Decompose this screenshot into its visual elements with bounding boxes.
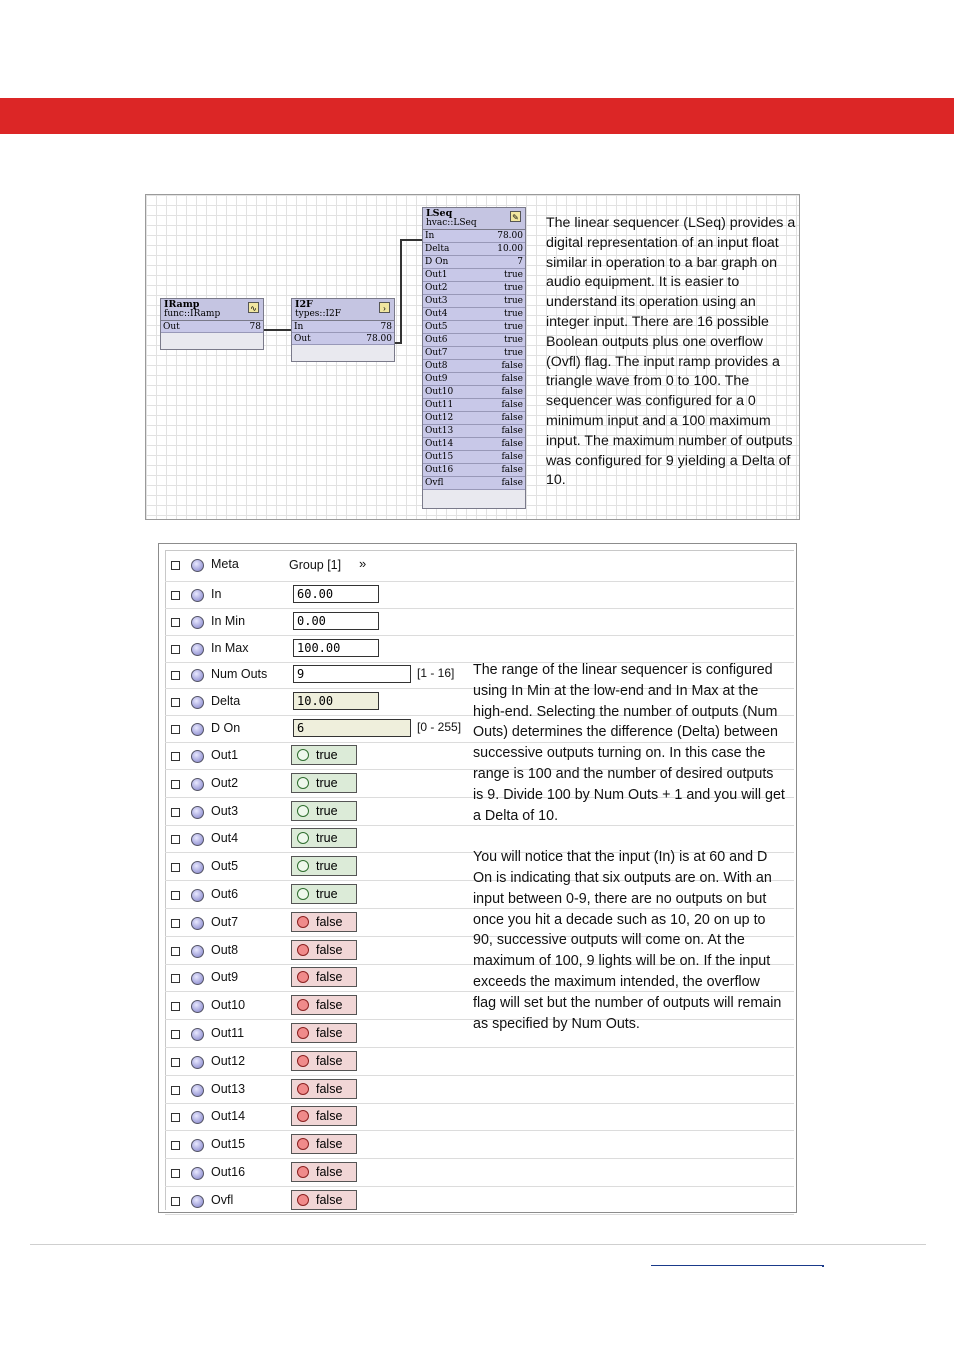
lseq-slot-out11[interactable] bbox=[423, 399, 525, 412]
iramp-name: IRamp bbox=[164, 299, 200, 310]
slot-value: 10.00 bbox=[497, 244, 523, 255]
slot-status-icon bbox=[191, 1195, 204, 1208]
out1-value[interactable] bbox=[291, 745, 357, 765]
slot-value: 78 bbox=[249, 322, 261, 333]
false-status-icon bbox=[297, 1110, 309, 1122]
false-status-icon bbox=[297, 1166, 309, 1178]
slot-label: Out13 bbox=[425, 426, 454, 437]
slot-label: Out16 bbox=[425, 465, 454, 476]
out7-value[interactable] bbox=[291, 912, 357, 932]
lseq-slot-out9[interactable] bbox=[423, 373, 525, 386]
out14-value[interactable] bbox=[291, 1106, 357, 1126]
prop-row-out16 bbox=[165, 1159, 794, 1187]
slot-status-icon bbox=[191, 917, 204, 930]
slot-value: 78.00 bbox=[497, 231, 523, 242]
prop-label: Out4 bbox=[211, 831, 239, 845]
prop-label: D On bbox=[211, 721, 241, 735]
slot-label: In bbox=[425, 231, 435, 242]
footer-link-underline[interactable] bbox=[651, 1265, 823, 1266]
wire-i2f-lseq-h2 bbox=[400, 239, 422, 241]
expand-icon[interactable]: » bbox=[359, 556, 367, 571]
wire-iramp-i2f bbox=[264, 329, 291, 331]
bool-label: true bbox=[316, 804, 338, 818]
row-checkbox[interactable] bbox=[171, 645, 180, 654]
out12-value[interactable] bbox=[291, 1051, 357, 1071]
false-status-icon bbox=[297, 1055, 309, 1067]
slot-label: Out11 bbox=[425, 400, 454, 411]
row-checkbox[interactable] bbox=[171, 891, 180, 900]
iramp-block[interactable] bbox=[160, 298, 264, 350]
row-checkbox[interactable] bbox=[171, 1141, 180, 1150]
num-outs-field[interactable]: 9 bbox=[293, 665, 411, 683]
slot-value: 78.00 bbox=[366, 334, 392, 345]
true-status-icon bbox=[297, 888, 309, 900]
row-checkbox[interactable] bbox=[171, 1002, 180, 1011]
slot-status-icon bbox=[191, 1000, 204, 1013]
out2-value[interactable] bbox=[291, 773, 357, 793]
bool-label: false bbox=[316, 1054, 343, 1068]
bool-label: false bbox=[316, 1109, 343, 1123]
out9-value[interactable] bbox=[291, 967, 357, 987]
i2f-block[interactable] bbox=[291, 298, 395, 362]
prop-label: Delta bbox=[211, 694, 241, 708]
prop-label: Out1 bbox=[211, 748, 239, 762]
out15-value[interactable] bbox=[291, 1134, 357, 1154]
true-status-icon bbox=[297, 749, 309, 761]
slot-label: Out14 bbox=[425, 439, 454, 450]
slot-value: false bbox=[501, 439, 523, 450]
row-checkbox[interactable] bbox=[171, 947, 180, 956]
lseq-slot-out5[interactable] bbox=[423, 321, 525, 334]
propsheet-explanation bbox=[473, 660, 785, 1034]
false-status-icon bbox=[297, 1194, 309, 1206]
slot-value: false bbox=[501, 400, 523, 411]
prop-label: Out12 bbox=[211, 1054, 246, 1068]
slot-status-icon bbox=[191, 972, 204, 985]
true-status-icon bbox=[297, 860, 309, 872]
slot-value: false bbox=[501, 426, 523, 437]
lseq-name: LSeq bbox=[426, 208, 453, 219]
prop-label: In bbox=[211, 587, 222, 601]
i2f-slot-out[interactable] bbox=[292, 333, 394, 345]
footer-link-dot bbox=[822, 1265, 824, 1267]
lseq-slot-in[interactable] bbox=[423, 230, 525, 243]
slot-label: Out9 bbox=[425, 374, 448, 385]
prop-label: Out3 bbox=[211, 804, 239, 818]
prop-row-ovfl bbox=[165, 1187, 794, 1215]
row-checkbox[interactable] bbox=[171, 1169, 180, 1178]
row-checkbox[interactable] bbox=[171, 863, 180, 872]
slot-value: true bbox=[503, 348, 523, 359]
prop-label: Out2 bbox=[211, 776, 239, 790]
out4-value[interactable] bbox=[291, 828, 357, 848]
prop-row-in-min bbox=[165, 608, 794, 636]
false-status-icon bbox=[297, 1027, 309, 1039]
wave-icon: ∿ bbox=[248, 302, 259, 313]
range-hint: [1 - 16] bbox=[417, 666, 455, 680]
prop-row-out12 bbox=[165, 1048, 794, 1076]
out6-value[interactable] bbox=[291, 884, 357, 904]
bool-label: true bbox=[316, 748, 338, 762]
in-max-field[interactable]: 100.00 bbox=[293, 639, 379, 657]
prop-label: Out5 bbox=[211, 859, 239, 873]
lseq-description: The linear sequencer (LSeq) provides a digital representation of an input float similar in operation to a bar graph on audio equipment. It is easier to understand its operation using an integer input. There are 16 possible Boolean outputs plus one overflow (Ovfl) flag. The input ramp provides a triangle wave from 0 to 100. The sequencer was configured for a 0 minimum input and a 100 maximum input. The maximum number of outputs was configured for 9 yielding a Delta of 10. bbox=[546, 215, 796, 489]
out10-value[interactable] bbox=[291, 995, 357, 1015]
row-checkbox[interactable] bbox=[171, 752, 180, 761]
prop-label: Out9 bbox=[211, 970, 239, 984]
bool-label: false bbox=[316, 1165, 343, 1179]
row-checkbox[interactable] bbox=[171, 618, 180, 627]
lseq-slot-out14[interactable] bbox=[423, 438, 525, 451]
prop-row-in-max bbox=[165, 635, 794, 663]
prop-row-out13 bbox=[165, 1076, 794, 1104]
row-checkbox[interactable] bbox=[171, 1058, 180, 1067]
prop-row-in bbox=[165, 581, 794, 609]
bool-label: false bbox=[316, 1137, 343, 1151]
false-status-icon bbox=[297, 1138, 309, 1150]
ovfl-value[interactable] bbox=[291, 1190, 357, 1210]
row-checkbox[interactable] bbox=[171, 591, 180, 600]
slot-label: Out8 bbox=[425, 361, 448, 372]
edit-icon: ✎ bbox=[510, 211, 521, 222]
slot-status-icon bbox=[191, 616, 204, 629]
slot-value: true bbox=[503, 309, 523, 320]
out13-value[interactable] bbox=[291, 1079, 357, 1099]
slot-value: false bbox=[501, 465, 523, 476]
prop-label: Out8 bbox=[211, 943, 239, 957]
explanation-paragraph-2: You will notice that the input (In) is at 60 and D On is indicating that six outputs are on. With an input between 0-9, there are no outputs on but once you hit a decade such as 10, 20 on up to 90, successive outputs will come on. At the maximum of 100, 9 lights will be on. If the input exceeds the maximum intended, the overflow flag will set but the number of outputs will remain as specified by Num Outs. bbox=[473, 849, 782, 1032]
i2f-header bbox=[292, 299, 394, 321]
slot-status-icon bbox=[191, 589, 204, 602]
lseq-slot-ovfl[interactable] bbox=[423, 477, 525, 490]
row-checkbox[interactable] bbox=[171, 1113, 180, 1122]
out8-value[interactable] bbox=[291, 940, 357, 960]
lseq-slot-out16[interactable] bbox=[423, 464, 525, 477]
delta-field: 10.00 bbox=[293, 692, 379, 710]
slot-label: Out6 bbox=[425, 335, 448, 346]
slot-label: Out4 bbox=[425, 309, 448, 320]
slot-value: false bbox=[501, 387, 523, 398]
slot-status-icon bbox=[191, 1056, 204, 1069]
prop-label: Out15 bbox=[211, 1137, 246, 1151]
lseq-slot-out13[interactable] bbox=[423, 425, 525, 438]
row-checkbox[interactable] bbox=[171, 1197, 180, 1206]
prop-label: Out10 bbox=[211, 998, 246, 1012]
slot-label: Delta bbox=[425, 244, 450, 255]
slot-value: false bbox=[501, 374, 523, 385]
iramp-type: func::IRamp bbox=[164, 308, 221, 319]
lseq-slot-d-on[interactable] bbox=[423, 256, 525, 269]
prop-label: Out16 bbox=[211, 1165, 246, 1179]
i2f-slot-in[interactable] bbox=[292, 321, 394, 333]
prop-label: Out14 bbox=[211, 1109, 246, 1123]
lseq-slot-out2[interactable] bbox=[423, 282, 525, 295]
false-status-icon bbox=[297, 916, 309, 928]
lseq-header bbox=[423, 208, 525, 230]
prop-row-meta bbox=[165, 553, 794, 582]
wire-i2f-lseq-v bbox=[400, 239, 402, 344]
explanation-paragraph-1: The range of the linear sequencer is configured using In Min at the low-end and In Max at the high-end. Selecting the number of outputs (Num Outs) determines the difference (Delta) between successive outputs turning on. In this case the range is 100 and the number of desired outputs is 9. Divide 100 by Num Outs + 1 and you will get a Delta of 10. bbox=[473, 662, 785, 824]
bool-label: true bbox=[316, 887, 338, 901]
slot-label: Out2 bbox=[425, 283, 448, 294]
prop-row-out15 bbox=[165, 1131, 794, 1159]
row-checkbox[interactable] bbox=[171, 698, 180, 707]
slot-value: false bbox=[501, 452, 523, 463]
meta-group-value: Group [1] bbox=[289, 558, 342, 572]
slot-status-icon bbox=[191, 889, 204, 902]
lseq-slot-delta[interactable] bbox=[423, 243, 525, 256]
in-min-field[interactable]: 0.00 bbox=[293, 612, 379, 630]
arrow-icon: › bbox=[379, 302, 390, 313]
in-field[interactable]: 60.00 bbox=[293, 585, 379, 603]
lseq-slot-list bbox=[423, 230, 525, 490]
lseq-slot-out15[interactable] bbox=[423, 451, 525, 464]
bool-label: false bbox=[316, 1082, 343, 1096]
slot-value: true bbox=[503, 283, 523, 294]
bool-label: false bbox=[316, 970, 343, 984]
iramp-slot-out[interactable] bbox=[161, 321, 263, 333]
prop-label: In Max bbox=[211, 641, 249, 655]
row-checkbox[interactable] bbox=[171, 1086, 180, 1095]
true-status-icon bbox=[297, 777, 309, 789]
bool-label: false bbox=[316, 943, 343, 957]
slot-value: true bbox=[503, 335, 523, 346]
slot-status-icon bbox=[191, 945, 204, 958]
false-status-icon bbox=[297, 944, 309, 956]
iramp-header bbox=[161, 299, 263, 321]
out5-value[interactable] bbox=[291, 856, 357, 876]
slot-status-icon bbox=[191, 1084, 204, 1097]
row-checkbox[interactable] bbox=[171, 780, 180, 789]
prop-label: Num Outs bbox=[211, 667, 268, 681]
slot-value: 78 bbox=[380, 322, 392, 333]
out11-value[interactable] bbox=[291, 1023, 357, 1043]
row-checkbox[interactable] bbox=[171, 974, 180, 983]
true-status-icon bbox=[297, 832, 309, 844]
lseq-slot-out10[interactable] bbox=[423, 386, 525, 399]
slot-label: Ovfl bbox=[425, 478, 444, 489]
slot-value: 7 bbox=[517, 257, 523, 268]
prop-label: Out6 bbox=[211, 887, 239, 901]
prop-label: Out13 bbox=[211, 1082, 246, 1096]
row-checkbox[interactable] bbox=[171, 919, 180, 928]
i2f-name: I2F bbox=[295, 299, 313, 310]
lseq-slot-out8[interactable] bbox=[423, 360, 525, 373]
slot-label: Out1 bbox=[425, 270, 448, 281]
slot-status-icon bbox=[191, 696, 204, 709]
slot-label: Out15 bbox=[425, 452, 454, 463]
row-checkbox[interactable] bbox=[171, 671, 180, 680]
slot-label: Out7 bbox=[425, 348, 448, 359]
range-hint: [0 - 255] bbox=[417, 720, 462, 734]
lseq-slot-out4[interactable] bbox=[423, 308, 525, 321]
false-status-icon bbox=[297, 999, 309, 1011]
out3-value[interactable] bbox=[291, 801, 357, 821]
row-checkbox[interactable] bbox=[171, 561, 180, 570]
bool-label: false bbox=[316, 1193, 343, 1207]
lseq-slot-out3[interactable] bbox=[423, 295, 525, 308]
slot-value: false bbox=[501, 478, 523, 489]
bool-label: false bbox=[316, 998, 343, 1012]
out16-value[interactable] bbox=[291, 1162, 357, 1182]
slot-value: true bbox=[503, 322, 523, 333]
prop-label: Meta bbox=[211, 557, 239, 571]
slot-status-icon bbox=[191, 833, 204, 846]
lseq-slot-out12[interactable] bbox=[423, 412, 525, 425]
bool-label: true bbox=[316, 831, 338, 845]
slot-status-icon bbox=[191, 1028, 204, 1041]
bool-label: true bbox=[316, 859, 338, 873]
true-status-icon bbox=[297, 805, 309, 817]
prop-row-out14 bbox=[165, 1103, 794, 1131]
false-status-icon bbox=[297, 971, 309, 983]
slot-value: false bbox=[501, 361, 523, 372]
false-status-icon bbox=[297, 1083, 309, 1095]
slot-status-icon bbox=[191, 1139, 204, 1152]
footer-divider bbox=[30, 1244, 926, 1245]
slot-status-icon bbox=[191, 861, 204, 874]
lseq-slot-out1[interactable] bbox=[423, 269, 525, 282]
lseq-slot-out6[interactable] bbox=[423, 334, 525, 347]
prop-label: Out11 bbox=[211, 1026, 245, 1040]
slot-status-icon bbox=[191, 750, 204, 763]
lseq-block[interactable] bbox=[422, 207, 526, 509]
row-checkbox[interactable] bbox=[171, 1030, 180, 1039]
i2f-type: types::I2F bbox=[295, 308, 341, 319]
slot-label: Out3 bbox=[425, 296, 448, 307]
slot-value: true bbox=[503, 270, 523, 281]
slot-status-icon bbox=[191, 1111, 204, 1124]
row-checkbox[interactable] bbox=[171, 835, 180, 844]
prop-label: In Min bbox=[211, 614, 246, 628]
bool-label: true bbox=[316, 776, 338, 790]
bool-label: false bbox=[316, 915, 343, 929]
row-checkbox[interactable] bbox=[171, 808, 180, 817]
prop-label: Ovfl bbox=[211, 1193, 234, 1207]
slot-value: true bbox=[503, 296, 523, 307]
slot-status-icon bbox=[191, 1167, 204, 1180]
lseq-slot-out7[interactable] bbox=[423, 347, 525, 360]
d-on-field: 6 bbox=[293, 719, 411, 737]
bool-label: false bbox=[316, 1026, 343, 1040]
slot-status-icon bbox=[191, 643, 204, 656]
slot-status-icon bbox=[191, 806, 204, 819]
row-checkbox[interactable] bbox=[171, 725, 180, 734]
slot-label: Out10 bbox=[425, 387, 454, 398]
prop-label: Out7 bbox=[211, 915, 239, 929]
slot-label: Out12 bbox=[425, 413, 454, 424]
slot-status-icon bbox=[191, 778, 204, 791]
slot-status-icon bbox=[191, 723, 204, 736]
slot-value: false bbox=[501, 413, 523, 424]
slot-status-icon bbox=[191, 559, 204, 572]
header-band bbox=[0, 98, 954, 134]
slot-status-icon bbox=[191, 669, 204, 682]
slot-label: D On bbox=[425, 257, 449, 268]
lseq-type: hvac::LSeq bbox=[426, 217, 477, 228]
slot-label: In bbox=[294, 322, 304, 333]
slot-label: Out bbox=[163, 322, 180, 333]
slot-label: Out bbox=[294, 334, 311, 345]
slot-label: Out5 bbox=[425, 322, 448, 333]
